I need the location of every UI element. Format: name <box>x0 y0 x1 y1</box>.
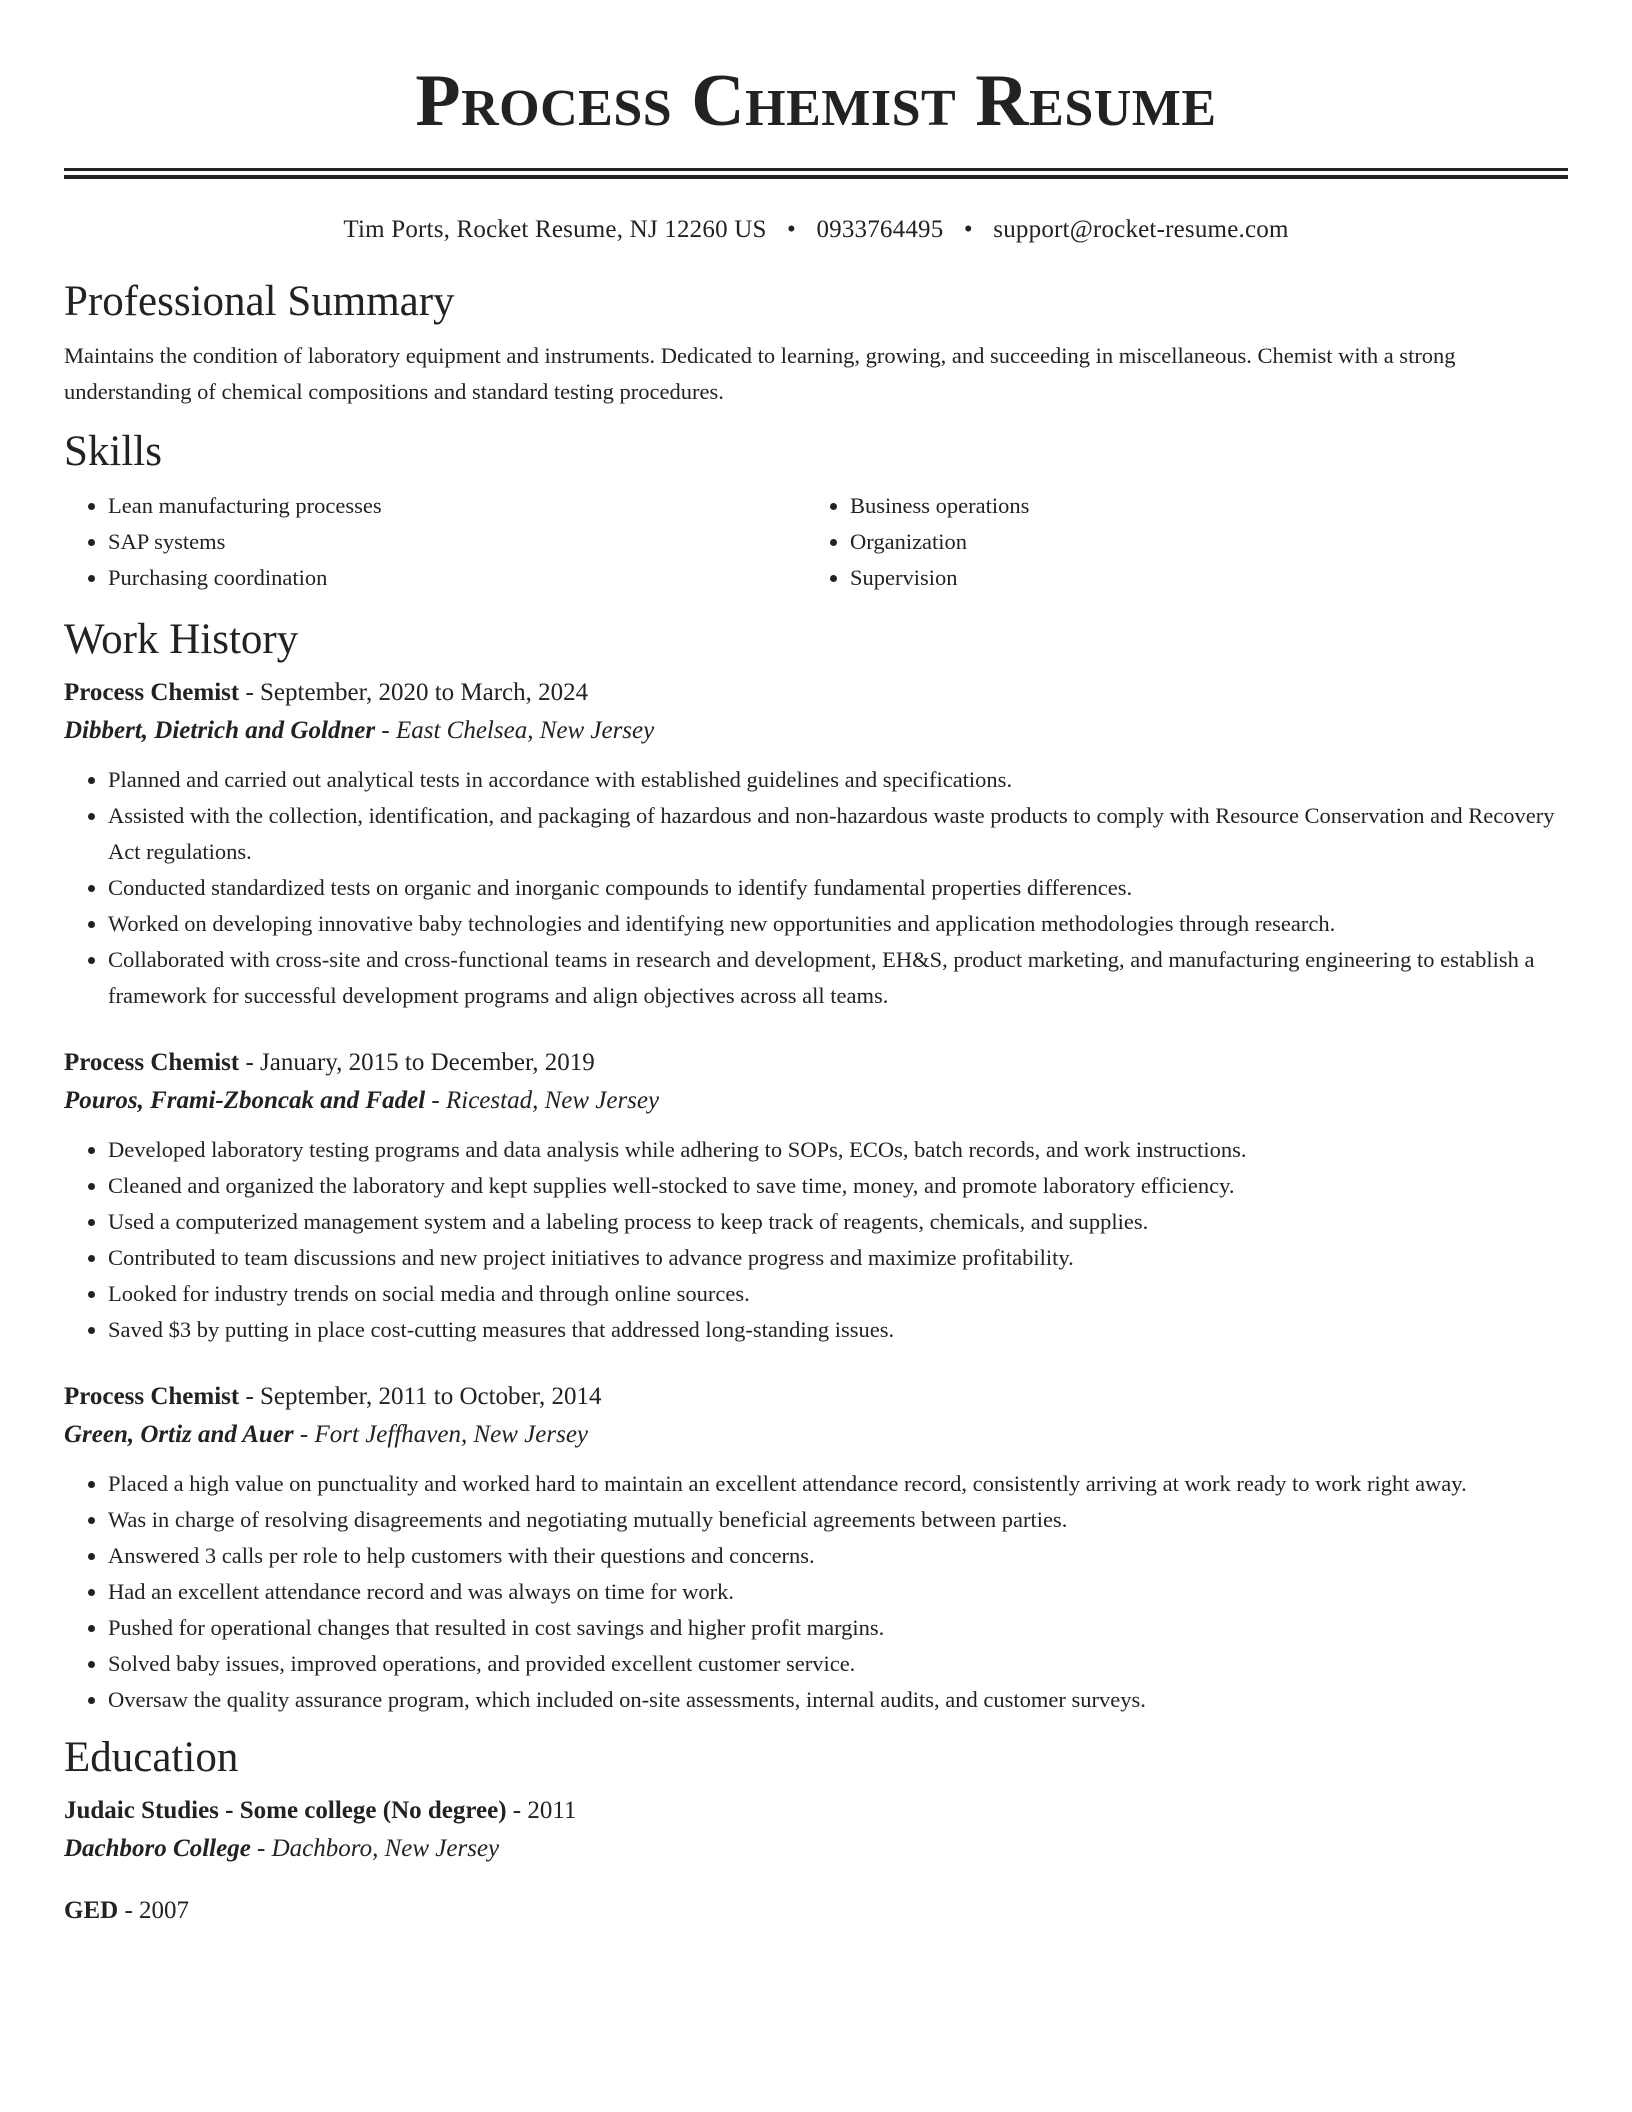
skill-item: • SAP systems <box>108 524 806 560</box>
skills-columns <box>64 488 1568 596</box>
job-title: Process Chemist <box>64 1383 240 1410</box>
job-bullet: • Worked on developing innovative baby technologies and identifying new opportunities and application methodologies through research. <box>108 906 1568 942</box>
job-location: East Chelsea, New Jersey <box>395 717 655 744</box>
job-bullet: • Pushed for operational changes that resulted in cost savings and higher profit margins. <box>108 1610 1568 1646</box>
job-title-line: Process Chemist - September, 2020 to March, 2024 <box>64 679 589 706</box>
skill-item: • Lean manufacturing processes <box>108 488 806 524</box>
section-heading-work-history: Work History <box>64 616 299 663</box>
job-bullet: • Conducted standardized tests on organic and inorganic compounds to identify fundamental properties differences. <box>108 870 1568 906</box>
education-section <box>64 1732 1568 1930</box>
education-year: 2007 <box>139 1897 190 1924</box>
job-bullet: • Solved baby issues, improved operations, and provided excellent customer service. <box>108 1646 1568 1682</box>
resume-title: Process Chemist Resume <box>415 60 1217 142</box>
education-degree: GED <box>64 1897 119 1924</box>
education-entry <box>64 1792 1568 1868</box>
skills-list-right <box>806 488 1548 596</box>
education-location: Dachboro, New Jersey <box>271 1835 500 1862</box>
job-entry <box>64 674 1568 1014</box>
job-bullet: • Cleaned and organized the laboratory and kept supplies well-stocked to save time, money, and promote laboratory efficiency. <box>108 1168 1568 1204</box>
bullet-separator: • <box>787 216 796 243</box>
skills-section <box>64 426 1568 596</box>
job-bullet: • Collaborated with cross-site and cross-functional teams in research and development, EH&S, product marketing, and manufacturing engineering to establish a framework for successful development programs and align objectives across all teams. <box>108 942 1568 1014</box>
job-bullet: • Oversaw the quality assurance program, which included on-site assessments, internal audits, and customer surveys. <box>108 1682 1568 1718</box>
job-title: Process Chemist <box>64 1049 240 1076</box>
job-bullet: • Used a computerized management system and a labeling process to keep track of reagents, chemicals, and supplies. <box>108 1204 1568 1240</box>
education-degree-line: Judaic Studies - Some college (No degree) - 2011 <box>64 1797 577 1824</box>
contact-address: Tim Ports, Rocket Resume, NJ 12260 US <box>343 216 767 243</box>
job-bullets <box>64 1132 1568 1348</box>
job-bullet: • Planned and carried out analytical tests in accordance with established guidelines and specifications. <box>108 762 1568 798</box>
job-dates: September, 2011 to October, 2014 <box>260 1383 602 1410</box>
job-company: Dibbert, Dietrich and Goldner <box>64 717 376 744</box>
job-dates: September, 2020 to March, 2024 <box>260 679 589 706</box>
job-bullet: • Developed laboratory testing programs and data analysis while adhering to SOPs, ECOs, batch records, and work instructions. <box>108 1132 1568 1168</box>
contact-line <box>64 214 1568 246</box>
title-double-rule <box>64 168 1568 179</box>
job-bullets <box>64 1466 1568 1718</box>
job-entry <box>64 1044 1568 1348</box>
skill-item: • Supervision <box>850 560 1548 596</box>
contact-phone: 0933764495 <box>816 216 944 243</box>
section-heading-skills: Skills <box>64 428 162 475</box>
job-bullet: • Saved $3 by putting in place cost-cutting measures that addressed long-standing issues. <box>108 1312 1568 1348</box>
summary-section <box>64 276 1568 410</box>
skills-list-left <box>64 488 806 596</box>
job-company-line: Green, Ortiz and Auer - Fort Jeffhaven, New Jersey <box>64 1421 589 1448</box>
job-company: Green, Ortiz and Auer <box>64 1421 294 1448</box>
job-company: Pouros, Frami-Zboncak and Fadel <box>64 1087 426 1114</box>
work-history-section <box>64 614 1568 1718</box>
job-bullet: • Contributed to team discussions and new project initiatives to advance progress and maximize profitability. <box>108 1240 1568 1276</box>
skill-item: • Purchasing coordination <box>108 560 806 596</box>
section-heading-education: Education <box>64 1734 239 1781</box>
job-company-line: Pouros, Frami-Zboncak and Fadel - Ricestad, New Jersey <box>64 1087 660 1114</box>
job-dates: January, 2015 to December, 2019 <box>260 1049 595 1076</box>
job-location: Fort Jeffhaven, New Jersey <box>314 1421 589 1448</box>
education-degree-line: GED - 2007 <box>64 1897 190 1924</box>
job-location: Ricestad, New Jersey <box>445 1087 660 1114</box>
job-title-line: Process Chemist - January, 2015 to December, 2019 <box>64 1049 595 1076</box>
job-bullet: • Answered 3 calls per role to help customers with their questions and concerns. <box>108 1538 1568 1574</box>
skill-item: • Organization <box>850 524 1548 560</box>
education-school-line: Dachboro College - Dachboro, New Jersey <box>64 1835 500 1862</box>
job-bullet: • Had an excellent attendance record and was always on time for work. <box>108 1574 1568 1610</box>
contact-email: support@rocket-resume.com <box>993 216 1289 243</box>
education-entry <box>64 1892 1568 1930</box>
job-company-line: Dibbert, Dietrich and Goldner - East Chelsea, New Jersey <box>64 717 655 744</box>
job-title-line: Process Chemist - September, 2011 to October, 2014 <box>64 1383 602 1410</box>
job-bullet: • Looked for industry trends on social media and through online sources. <box>108 1276 1568 1312</box>
job-bullets <box>64 762 1568 1014</box>
job-bullet: • Placed a high value on punctuality and worked hard to maintain an excellent attendance record, consistently arriving at work ready to work right away. <box>108 1466 1568 1502</box>
job-bullet: • Assisted with the collection, identification, and packaging of hazardous and non-hazardous waste products to comply with Resource Conservation and Recovery Act regulations. <box>108 798 1568 870</box>
education-year: 2011 <box>527 1797 577 1824</box>
job-title: Process Chemist <box>64 679 240 706</box>
education-degree: Judaic Studies - Some college (No degree) <box>64 1797 507 1824</box>
section-heading-summary: Professional Summary <box>64 278 455 325</box>
skill-item: • Business operations <box>850 488 1548 524</box>
job-bullet: • Was in charge of resolving disagreements and negotiating mutually beneficial agreements between parties. <box>108 1502 1568 1538</box>
bullet-separator: • <box>963 216 973 243</box>
job-entry <box>64 1378 1568 1718</box>
education-school: Dachboro College <box>64 1835 251 1862</box>
summary-text: Maintains the condition of laboratory equipment and instruments. Dedicated to learning, growing, and succeeding in miscellaneous. Chemist with a strong understanding of chemical compositions and standard testing procedures. <box>64 343 1456 404</box>
